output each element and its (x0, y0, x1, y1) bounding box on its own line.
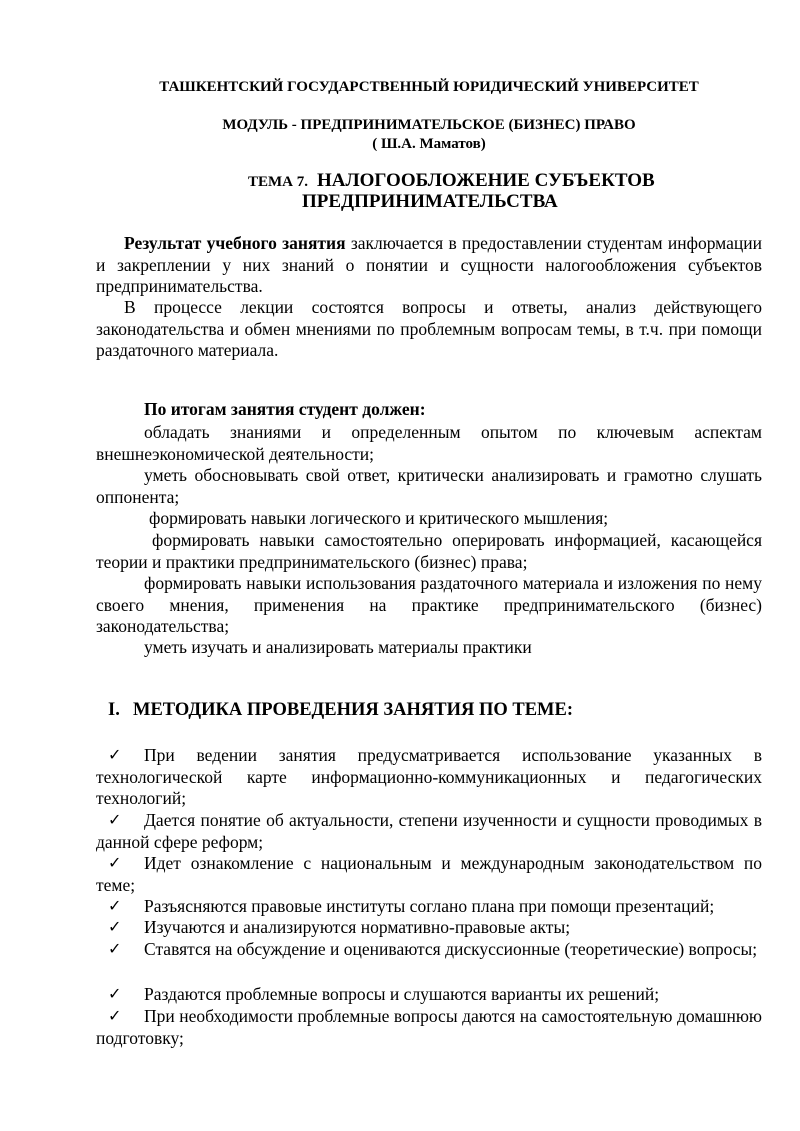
checkmark-icon: ✓ (108, 896, 122, 915)
checkmark-icon: ✓ (108, 917, 122, 936)
outcome-item: обладать знаниями и определенным опытом по ключевым аспектам внешнеэкономической деятельности; (96, 422, 762, 464)
checkmark-icon: ✓ (108, 810, 122, 829)
outcome-item: уметь обосновывать свой ответ, критически анализировать и грамотно слушать оппонента; (96, 465, 762, 507)
topic-label: ТЕМА 7. (248, 174, 308, 190)
checkmark-icon: ✓ (108, 984, 122, 1003)
checkmark-icon: ✓ (108, 853, 122, 872)
result-paragraph (96, 233, 762, 298)
method-item: Дается понятие об актуальности, степени изученности и сущности проводимых в данной сфере реформ; (96, 810, 762, 852)
topic-title-line2: ПРЕДПРИНИМАТЕЛЬСТВА (302, 191, 558, 212)
section-title: МЕТОДИКА ПРОВЕДЕНИЯ ЗАНЯТИЯ ПО ТЕМЕ: (133, 700, 573, 720)
section-heading (108, 700, 573, 721)
method-item: Изучаются и анализируются нормативно-правовые акты; (144, 917, 571, 937)
outcomes-heading: По итогам занятия студент должен: (144, 399, 426, 419)
result-bold-label: Результат учебного занятия (124, 233, 346, 253)
topic-title-line2-wrap (302, 191, 558, 213)
result-text: заключается в предоставлении студентам информации и закреплении у них знаний о понятии и сущности налогообложения субъектов предпринимательства. (96, 233, 762, 296)
topic-title (248, 170, 655, 192)
outcome-item: уметь изучать и анализировать материалы практики (144, 637, 532, 657)
method-item: При необходимости проблемные вопросы даются на самостоятельную домашнюю подготовку; (96, 1006, 762, 1048)
checkmark-icon: ✓ (108, 745, 122, 764)
author-name: ( Ш.А. Маматов) (372, 136, 486, 152)
method-item: Раздаются проблемные вопросы и слушаются варианты их решений; (144, 984, 660, 1004)
university-name: ТАШКЕНТСКИЙ ГОСУДАРСТВЕННЫЙ ЮРИДИЧЕСКИЙ УНИВЕРСИТЕТ (159, 79, 699, 95)
method-item: Разъясняются правовые институты соглано плана при помощи презентаций; (144, 896, 715, 916)
outcome-item: формировать навыки логического и критического мышления; (149, 508, 609, 528)
lecture-paragraph: В процессе лекции состоятся вопросы и ответы, анализ действующего законодательства и обмен мнениями по проблемным вопросам темы, в т.ч. при помощи раздаточного материала. (96, 297, 762, 360)
outcome-item: формировать навыки самостоятельно оперировать информацией, касающейся теории и практики предпринимательского (бизнес) права; (96, 530, 762, 572)
method-item: Идет ознакомление с национальным и международным законодательством по теме; (96, 853, 762, 895)
method-item: Ставятся на обсуждение и оцениваются дискуссионные (теоретические) вопросы; (144, 939, 758, 959)
checkmark-icon: ✓ (108, 1006, 122, 1025)
topic-title-line1: НАЛОГООБЛОЖЕНИЕ СУБЪЕКТОВ (317, 170, 655, 191)
section-number: I. (108, 700, 120, 720)
module-title: МОДУЛЬ - ПРЕДПРИНИМАТЕЛЬСКОЕ (БИЗНЕС) ПРАВО (222, 117, 636, 133)
checkmark-icon: ✓ (108, 939, 122, 958)
method-item: При ведении занятия предусматривается использование указанных в технологической карте информационно-коммуникационных и педагогических технологий; (96, 745, 762, 808)
outcome-item: формировать навыки использования раздаточного материала и изложения по нему своего мнения, применения на практике предпринимательского (бизнес) законодательства; (96, 573, 762, 636)
